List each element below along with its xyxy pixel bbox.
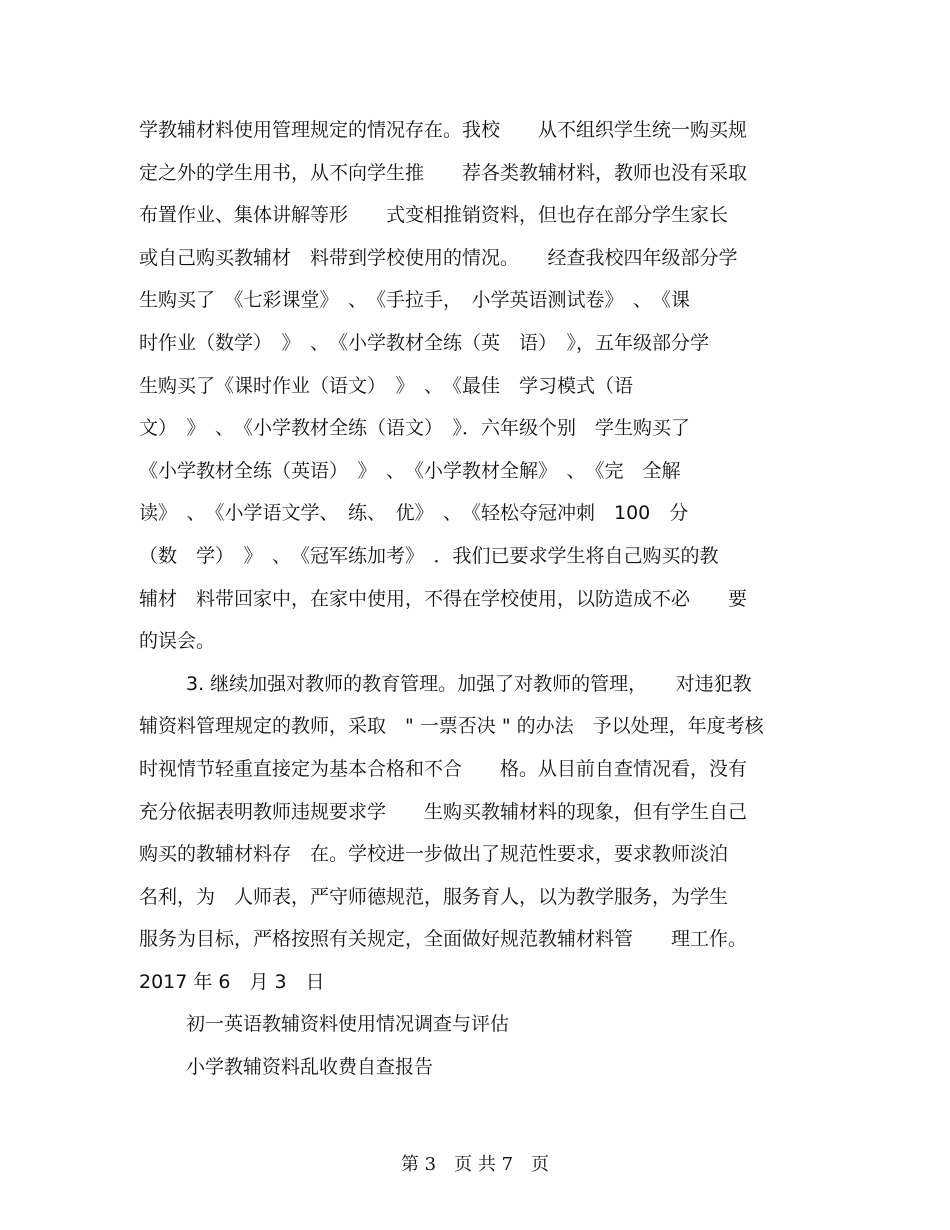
- text-line: 名利，为 人师表，严守师德规范，服务育人，以为教学服务，为学生: [139, 885, 729, 908]
- text-line: 的误会。: [139, 630, 216, 653]
- document-body: [139, 114, 819, 1094]
- text-line: 学教辅材料使用管理规定的情况存在。我校 从不组织学生统一购买规: [139, 119, 748, 141]
- text-line: 生购买了 《七彩课堂》 、 《手拉手， 小学英语测试卷》 、 《课: [139, 289, 691, 312]
- text-line: 时视情节轻重直接定为基本合格和不合 格。从目前自查情况看，没有: [139, 757, 748, 780]
- text-line: 或自己购买教辅材 料带到学校使用的情况。 经查我校四年级部分学: [139, 246, 738, 269]
- text-line: 3. 继续加强对教师的教育管理。加强了对教师的管理， 对违犯教: [186, 672, 752, 695]
- text-line: 布置作业、集体讲解等形 式变相推销资料，但也存在部分学生家长: [139, 204, 729, 227]
- text-line: 生购买了《课时作业（语文） 》 、 《最佳 学习模式（语: [139, 374, 634, 397]
- text-line: 2017 年 6 月 3 日: [139, 970, 325, 993]
- text-line: 充分依据表明教师违规要求学 生购买教辅材料的现象，但有学生自己: [139, 800, 748, 823]
- text-line: 服务为目标，严格按照有关规定，全面做好规范教辅材料管 理工作。: [139, 928, 748, 951]
- text-line: 时作业（数学） 》 、 《小学教材全练（英 语） 》，五年级部分学: [139, 331, 710, 354]
- text-line: 初一英语教辅资料使用情况调查与评估: [186, 1013, 510, 1036]
- text-line: 辅资料管理规定的教师，采取 " 一票否决 " 的办法 予以处理，年度考核: [139, 715, 764, 738]
- text-line: 文） 》 、 《小学教材全练（语文） 》．六年级个别 学生购买了: [139, 417, 691, 440]
- text-line: （数 学） 》 、 《冠军练加考》 ．我们已要求学生将自己购买的教: [139, 544, 719, 567]
- text-line: 小学教辅资料乱收费自查报告: [186, 1056, 434, 1079]
- text-line: 辅材 料带回家中，在家中使用，不得在学校使用，以防造成不必 要: [139, 587, 748, 610]
- text-line: 《小学教材全练（英语） 》 、 《小学教材全解》 、 《完 全解: [139, 459, 681, 482]
- text-line: 读》 、 《小学语文学、 练、 优》 、 《轻松夺冠冲刺 100 分: [139, 502, 689, 525]
- page-footer: 第 3 页 共 7 页: [400, 1154, 550, 1175]
- text-line: 定之外的学生用书，从不向学生推 荐各类教辅材料，教师也没有采取: [139, 161, 748, 184]
- text-line: 购买的教辅材料存 在。学校进一步做出了规范性要求，要求教师淡泊: [139, 843, 729, 866]
